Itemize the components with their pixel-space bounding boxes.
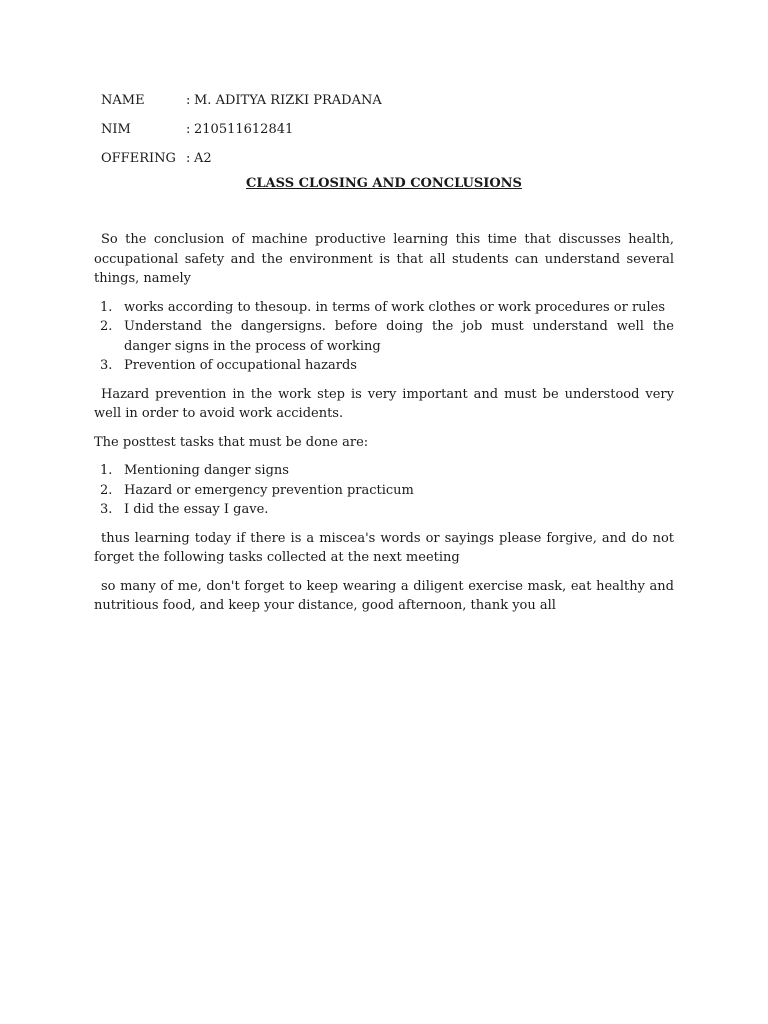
hazard-paragraph: Hazard prevention in the work step is very important and must be understood very well in order to avoid work accidents. (94, 386, 674, 421)
nim-label: NIM (101, 121, 131, 137)
list-item-text: works according to thesoup. in terms of work clothes or work procedures or rules (124, 299, 666, 315)
list-item-number: 2. (100, 319, 113, 334)
nim-value: 210511612841 (194, 121, 294, 137)
list-item (94, 481, 674, 501)
closing-paragraph-2: so many of me, don't forget to keep wearing a diligent exercise mask, eat healthy and nutritious food, and keep your distance, good afternoon, thank you all (94, 578, 674, 613)
list-item (94, 317, 674, 356)
list-item-number: 2. (100, 482, 113, 498)
offering-separator: : (186, 150, 191, 166)
info-row-name (101, 86, 382, 115)
list-item-text: Understand the dangersigns. before doing the job must understand well the danger signs in the process of working (124, 319, 674, 354)
page-title: CLASS CLOSING AND CONCLUSIONS (246, 176, 522, 191)
list-item (94, 461, 674, 481)
list-item-number: 1. (100, 299, 113, 315)
name-value: M. ADITYA RIZKI PRADANA (194, 92, 382, 108)
list-item-text: Prevention of occupational hazards (124, 358, 357, 373)
info-row-nim (101, 115, 382, 144)
nim-separator: : (186, 121, 191, 137)
posttest-list (94, 461, 674, 520)
info-row-offering (101, 144, 382, 173)
document-body (94, 230, 674, 625)
conclusion-list (94, 298, 674, 376)
list-item-number: 3. (100, 358, 113, 373)
offering-label: OFFERING (101, 150, 176, 166)
name-separator: : (186, 92, 191, 108)
list-item (94, 298, 674, 318)
list-item (94, 356, 674, 376)
list-item-number: 3. (100, 502, 113, 517)
list-item-text: Hazard or emergency prevention practicum (124, 482, 414, 498)
posttest-paragraph: The posttest tasks that must be done are: (94, 434, 369, 450)
name-label: NAME (101, 92, 145, 108)
offering-value: A2 (194, 150, 212, 166)
student-info (101, 86, 382, 173)
list-item-text: I did the essay I gave. (124, 502, 269, 517)
list-item-number: 1. (100, 463, 113, 478)
list-item (94, 500, 674, 520)
intro-paragraph: So the conclusion of machine productive learning this time that discusses health, occupational safety and the environment is that all students can understand several things, namely (94, 232, 674, 286)
list-item-text: Mentioning danger signs (124, 463, 289, 478)
closing-paragraph-1: thus learning today if there is a miscea's words or sayings please forgive, and do not forget the following tasks collected at the next meeting (94, 530, 674, 565)
